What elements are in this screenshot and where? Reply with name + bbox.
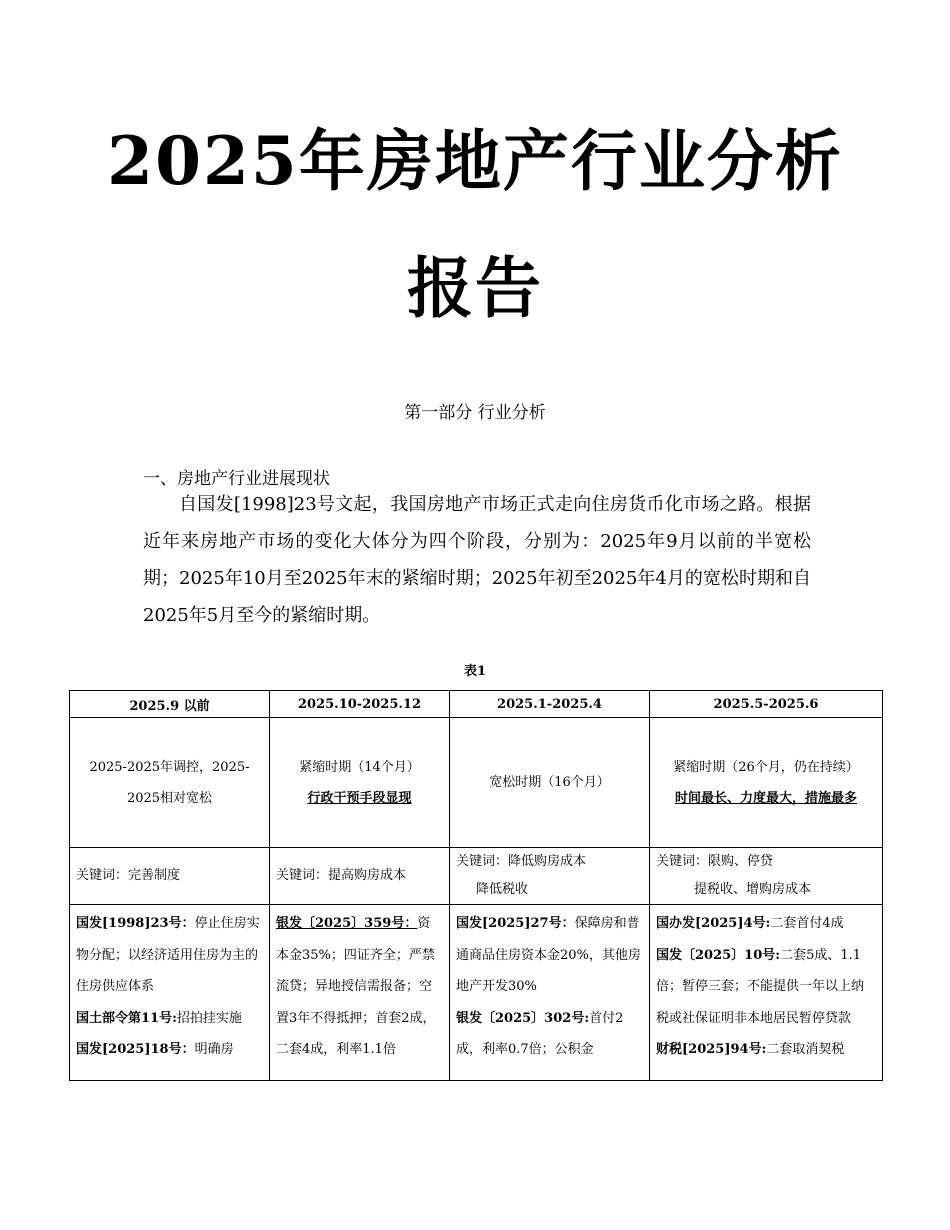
table-cell <box>270 848 450 905</box>
cell-text: 关键词：完善制度 <box>76 868 181 883</box>
policy-text: 二套5成、1.1倍；暂停三套；不能提供一年以上纳税或社保证明非本地居民暂停贷款 <box>656 947 865 1026</box>
cell-text: 关键词：降低购房成本 <box>456 854 587 869</box>
table-row-keywords <box>70 848 883 905</box>
cell-text: 关键词：提高购房成本 <box>276 868 407 883</box>
table-cell <box>650 718 883 848</box>
table-header-row <box>70 691 883 718</box>
cell-emphasis: 行政干预手段显现 <box>307 790 412 806</box>
cell-text: 提税收、增购房成本 <box>694 882 812 897</box>
cell-text: 宽松时期（16个月） <box>489 775 610 790</box>
cell-text: 关键词：限购、停贷 <box>656 854 774 869</box>
section-heading: 一、房地产行业进展现状 <box>143 469 330 489</box>
table-header: 2025.1-2025.4 <box>450 691 650 718</box>
table-cell <box>270 718 450 848</box>
policy-text: 停止住房实物分配；以经济适用住房为主的住房供应体系 <box>76 916 260 994</box>
policy-text: 二套首付4成 <box>770 916 844 931</box>
cell-text: 降低税收 <box>476 882 529 897</box>
intro-paragraph: 自国发[1998]23号文起，我国房地产市场正式走向住房货币化市场之路。根据近年来房地产市场的变化大体分为四个阶段，分别为：2025年9月以前的半宽松期；2025年10月至2025年末的紧缩时期；2025年初至2025年4月的宽松时期和自2025年5月至今的紧缩时期。 <box>143 494 811 626</box>
table-cell <box>70 905 270 1081</box>
report-title-line1: 2025年房地产行业分析 <box>107 122 843 200</box>
policy-doc-number: 银发〔2025〕302号: <box>456 1010 590 1026</box>
table-cell <box>450 718 650 848</box>
policy-table <box>69 690 883 1081</box>
table-cell <box>270 905 450 1081</box>
policy-doc-number: 财税[2025]94号: <box>656 1042 767 1057</box>
table-row-policies <box>70 905 883 1081</box>
table-cell <box>450 905 650 1081</box>
table-caption: 表1 <box>463 664 487 679</box>
table-cell <box>70 848 270 905</box>
policy-doc-number: 银发〔2025〕359号： <box>276 916 418 931</box>
policy-text: 首付2成，利率0.7倍；公积金 <box>456 1010 624 1057</box>
policy-text: 二套取消契税 <box>766 1042 845 1057</box>
cell-emphasis: 时间最长、力度最大，措施最多 <box>674 790 857 806</box>
table-cell <box>650 848 883 905</box>
policy-doc-number: 国发[1998]23号： <box>76 916 195 931</box>
table-row-period <box>70 718 883 848</box>
policy-doc-number: 国发[2025]27号： <box>456 916 575 931</box>
policy-text: 明确房 <box>194 1042 234 1057</box>
policy-doc-number: 国办发[2025]4号: <box>656 916 771 931</box>
table-cell <box>450 848 650 905</box>
table-header: 2025.5-2025.6 <box>650 691 883 718</box>
table-header: 2025.9 以前 <box>70 691 270 718</box>
policy-text: 保障房和普通商品住房资本金20%，其他房地产开发30% <box>456 916 641 994</box>
table-header: 2025.10-2025.12 <box>270 691 450 718</box>
cell-text: 紧缩时期（26个月，仍在持续） <box>673 759 859 775</box>
cell-text: 2025-2025年调控，2025-2025相对宽松 <box>89 759 250 806</box>
table-cell <box>70 718 270 848</box>
part-heading: 第一部分 行业分析 <box>404 403 546 423</box>
policy-doc-number: 国发〔2025〕10号: <box>656 947 781 963</box>
policy-doc-number: 国发[2025]18号： <box>76 1042 195 1057</box>
cell-text: 紧缩时期（14个月） <box>299 759 420 775</box>
policy-doc-number: 国土部令第11号: <box>76 1010 177 1026</box>
report-title-line2: 报告 <box>407 249 543 327</box>
table-cell <box>650 905 883 1081</box>
policy-text: 招拍挂实施 <box>176 1010 242 1026</box>
policy-text: 资本金35%；四证齐全；严禁流贷；异地授信需报备；空置3年不得抵押；首套2成，二套4成，利率1.1倍 <box>276 916 436 1057</box>
